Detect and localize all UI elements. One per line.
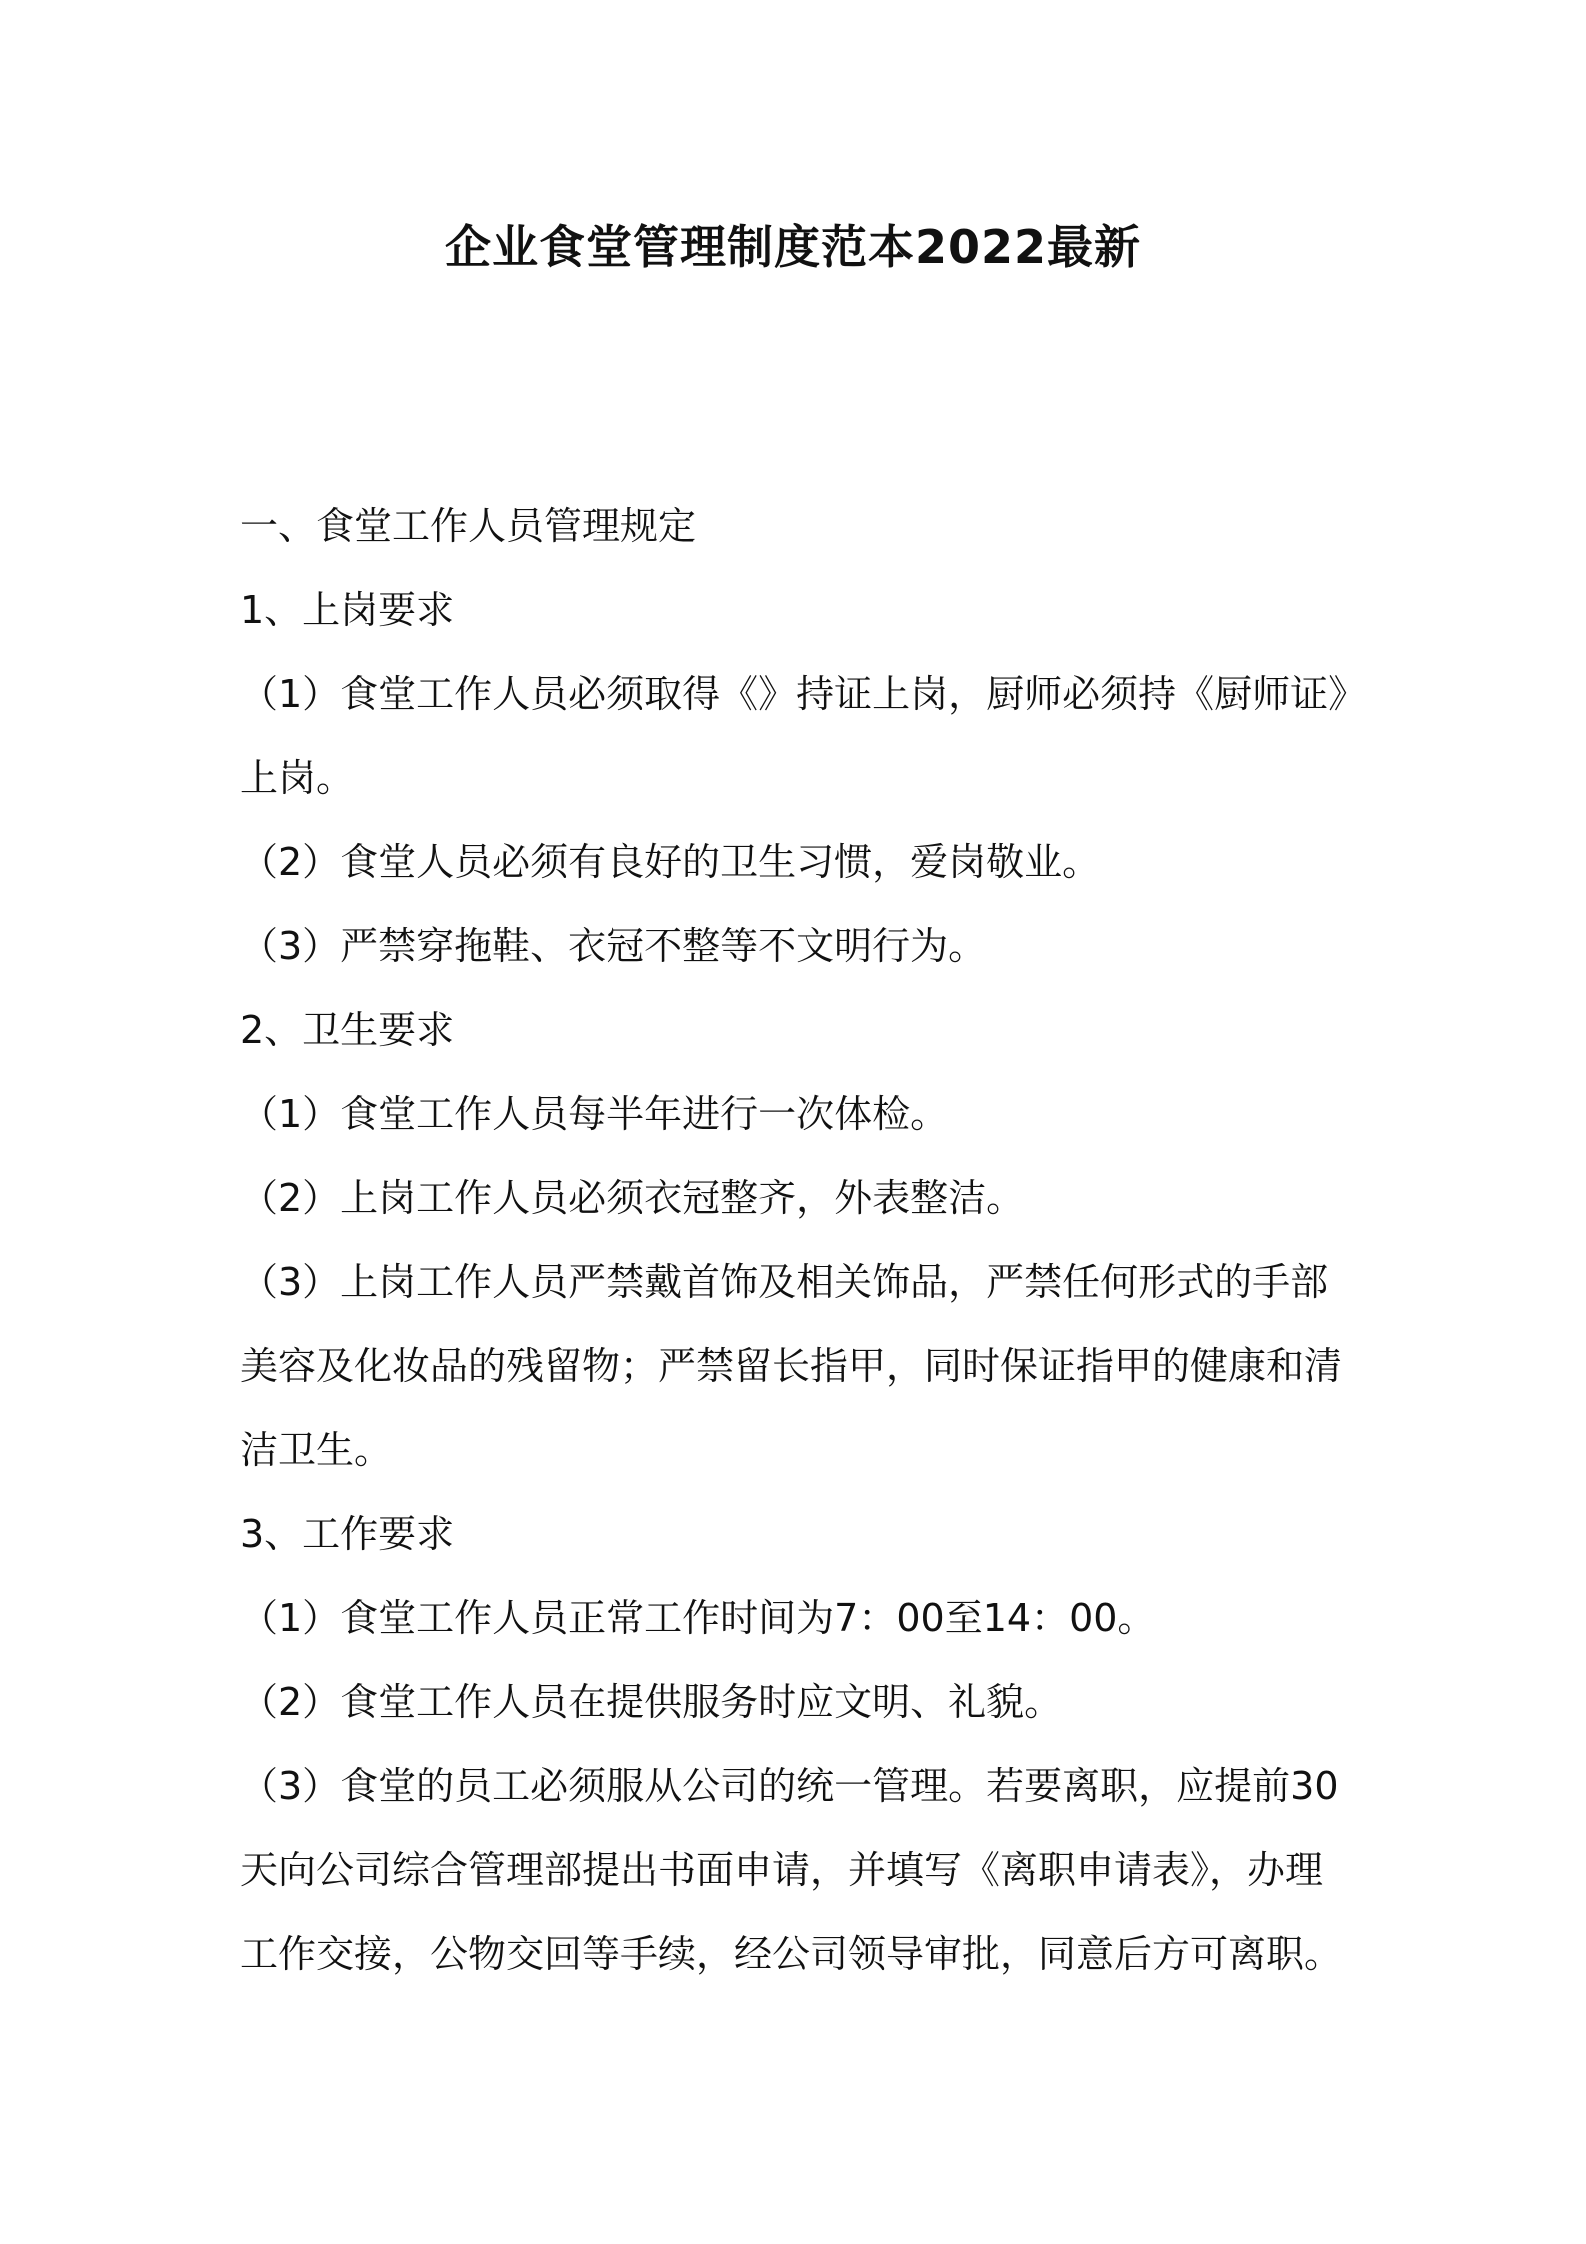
list-item: （1）食堂工作人员必须取得《》持证上岗，厨师必须持《厨师证》上岗。	[240, 672, 1348, 800]
list-item: （1）食堂工作人员正常工作时间为7：00至14：00。	[240, 1596, 1156, 1640]
list-item: （2）食堂人员必须有良好的卫生习惯，爱岗敬业。	[240, 840, 1101, 884]
document-title: 企业食堂管理制度范本2022最新	[444, 220, 1142, 274]
list-item: （1）食堂工作人员每半年进行一次体检。	[240, 1092, 949, 1136]
section-heading: 一、食堂工作人员管理规定	[240, 504, 697, 548]
list-item: （2）上岗工作人员必须衣冠整齐，外表整洁。	[240, 1176, 1025, 1220]
subsection-heading: 3、工作要求	[240, 1512, 455, 1556]
list-item: （2）食堂工作人员在提供服务时应文明、礼貌。	[240, 1680, 1063, 1724]
subsection-heading: 1、上岗要求	[240, 588, 455, 632]
subsection-heading: 2、卫生要求	[240, 1008, 455, 1052]
list-item: （3）食堂的员工必须服从公司的统一管理。若要离职，应提前30天向公司综合管理部提出书面申请，并填写《离职申请表》，办理工作交接，公物交回等手续，经公司领导审批，同意后方可离职。	[240, 1764, 1343, 1976]
document-body	[240, 484, 1360, 1996]
list-item: （3）严禁穿拖鞋、衣冠不整等不文明行为。	[240, 924, 987, 968]
list-item: （3）上岗工作人员严禁戴首饰及相关饰品，严禁任何形式的手部美容及化妆品的残留物；严禁留长指甲，同时保证指甲的健康和清洁卫生。	[240, 1260, 1343, 1472]
